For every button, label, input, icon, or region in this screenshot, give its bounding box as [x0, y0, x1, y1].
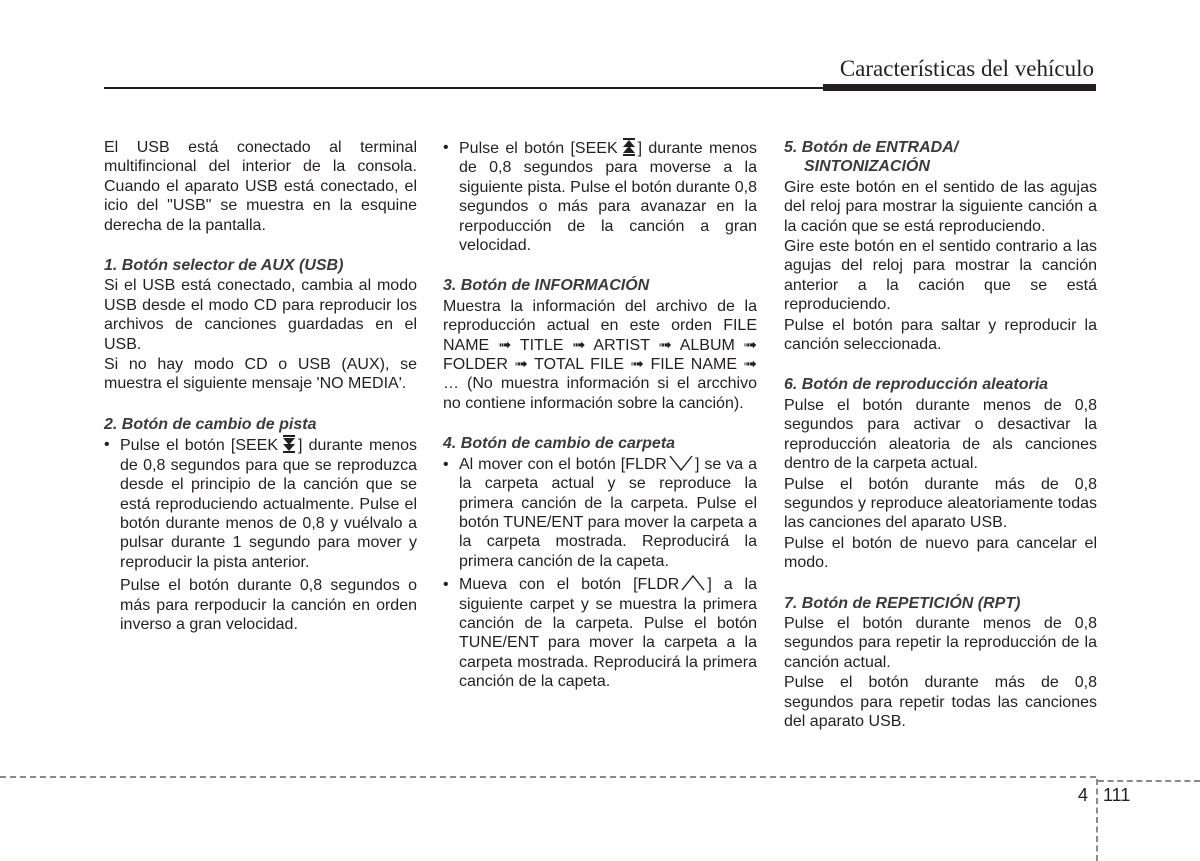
- bullet-list: [104, 435, 417, 572]
- list-item: [443, 138, 757, 255]
- heading-line: SINTONIZACIÓN: [804, 158, 930, 176]
- paragraph: Pulse el botón durante menos de 0,8 segundos para repetir la reproducción de la canción actual.: [784, 614, 1097, 671]
- paragraph: Pulse el botón para saltar y reproducir la canción seleccionada.: [784, 316, 1097, 354]
- seek-up-icon: [622, 138, 636, 156]
- paragraph: Gire este botón en el sentido de las agujas del reloj para mostrar la siguiente canción a la cación que se está reproduciendo.: [784, 178, 1097, 235]
- text: Pulse el botón [SEEK: [459, 140, 618, 157]
- paragraph: Si no hay modo CD o USB (AUX), se muestra el siguiente mensaje 'NO MEDIA'.: [104, 356, 417, 393]
- page-title: Características del vehículo: [839, 56, 1094, 81]
- intro-paragraph: El USB está conectado al terminal multifincional del interior de la consola. Cuando el aparato USB está conectado, el icio del "USB" se muestra en la esquine derecha de la pantalla.: [104, 139, 417, 234]
- column-1: [104, 138, 417, 634]
- paragraph: Pulse el botón de nuevo para cancelar el modo.: [784, 534, 1097, 572]
- text: ] a la siguiente carpet y se muestra la primera canción de la carpeta. Pulse el botón TUNE/ENT para mover la carpeta a la carpeta mostrada. Reproducirá la primera canción de la capeta.: [459, 576, 757, 691]
- section-heading-enter-tune: [784, 138, 1097, 177]
- page-number: 111: [1103, 785, 1131, 805]
- text: Pulse el botón [SEEK: [120, 437, 279, 455]
- seek-down-icon: [282, 435, 296, 453]
- section-number: 4: [1078, 785, 1089, 805]
- footer-dashed-rule: [0, 776, 1096, 778]
- text: ] durante menos de 0,8 segundos para que se reproduzca desde el principio de la canción que se está reproduciendo actualmente. Pulse el botón durante menos de 0,8 y vuélvalo a pulsar durante 1 segundo para mover y reproducir la pista anterior.: [120, 437, 418, 571]
- section-heading-information: 3. Botón de INFORMACIÓN: [443, 277, 650, 295]
- bullet-list: [443, 455, 757, 692]
- section-heading-random: 6. Botón de reproducción aleatoria: [784, 376, 1049, 394]
- header-rule-accent: [823, 84, 1096, 91]
- text: ] se va a la carpeta actual y se reproduce la primera canción de la carpeta. Pulse el botón TUNE/ENT para mover la carpeta a la carpeta mostrada. Reproducirá la primera canción de la capeta.: [459, 455, 757, 570]
- footer-dashed-rule: [1098, 780, 1200, 782]
- text: ] durante menos de 0,8 segundos para moverse a la siguiente pista. Pulse el botón durante 0,8 segundos o más para avanazar en la rerpoducción de la canción a gran velocidad.: [459, 140, 758, 255]
- list-item: [443, 455, 757, 571]
- section-heading-track-change: 2. Botón de cambio de pista: [104, 415, 317, 433]
- heading-line: 5. Botón de ENTRADA/: [784, 139, 959, 156]
- column-2: [443, 138, 757, 692]
- paragraph: Muestra la información del archivo de la reproducción actual en este orden FILE NAME ➟ TITLE ➟ ARTIST ➟ ALBUM ➟ FOLDER ➟ TOTAL FILE ➟ FILE NAME ➟ … (No muestra información si el arcchivo no contiene información sobre la canción).: [443, 297, 757, 412]
- chevron-up-icon: [680, 575, 706, 591]
- text: Al mover con el botón [FLDR: [459, 455, 667, 473]
- bullet-list: [443, 138, 757, 255]
- list-item: [443, 575, 757, 691]
- text: Mueva con el botón [FLDR: [459, 576, 680, 594]
- column-3: [784, 138, 1097, 731]
- paragraph: Pulse el botón durante 0,8 segundos o más para rerpoducir la canción en orden inverso a gran velocidad.: [120, 577, 417, 633]
- section-heading-repeat: 7. Botón de REPETICIÓN (RPT): [784, 594, 1021, 612]
- paragraph: Pulse el botón durante menos de 0,8 segundos para activar o desactivar la reproducción aleatoria de als canciones dentro de la carpeta actual.: [784, 396, 1097, 473]
- paragraph: Pulse el botón durante más de 0,8 segundos para repetir todas las canciones del aparato USB.: [784, 674, 1097, 730]
- section-heading-folder-change: 4. Botón de cambio de carpeta: [443, 435, 676, 453]
- chevron-down-icon: [668, 455, 694, 471]
- paragraph: Gire este botón en el sentido contrario a las agujas del reloj para mostrar la canción anterior a la cación que se está reproduciendo.: [784, 238, 1097, 314]
- footer-divider: [1096, 779, 1098, 861]
- section-heading-aux-usb: 1. Botón selector de AUX (USB): [104, 257, 344, 275]
- paragraph: Si el USB está conectado, cambia al modo USB desde el modo CD para reproducir los archivos de canciones guardadas en el USB.: [104, 277, 417, 353]
- paragraph: Pulse el botón durante más de 0,8 segundos y reproduce aleatoriamente todas las canciones del aparato USB.: [784, 475, 1097, 532]
- list-item: [104, 435, 417, 572]
